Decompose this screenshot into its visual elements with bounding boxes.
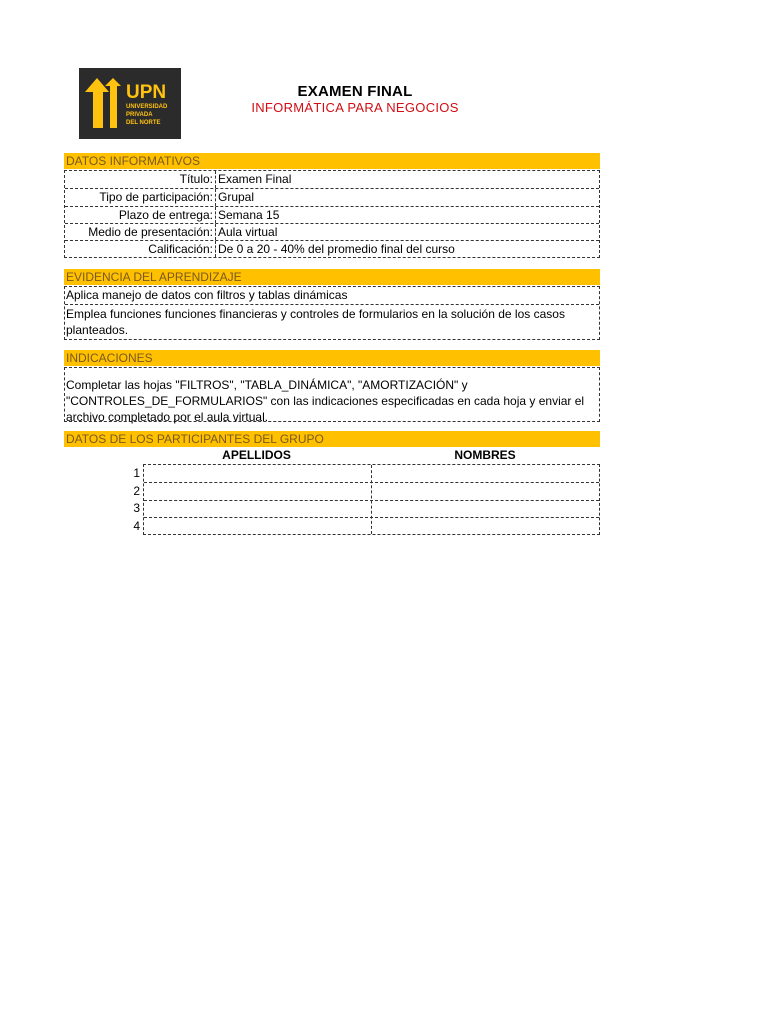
- datos-label: Título:: [65, 171, 216, 188]
- participant-number: 4: [133, 519, 140, 533]
- logo-text: UPN: [126, 82, 167, 103]
- datos-row: [65, 206, 599, 223]
- evidencia-item: Emplea funciones funciones financieras y controles de formularios en la solución de los casos planteados.: [66, 307, 565, 337]
- section-header-evidencia: EVIDENCIA DEL APRENDIZAJE: [64, 269, 600, 285]
- evidencia-row: [65, 304, 599, 340]
- evidencia-row: [65, 287, 599, 304]
- section-header-participantes: DATOS DE LOS PARTICIPANTES DEL GRUPO: [64, 431, 600, 447]
- logo-line-3: DEL NORTE: [126, 120, 161, 126]
- grid-divider: [371, 465, 372, 534]
- upn-logo-mark: [79, 68, 181, 139]
- participantes-grid: [143, 464, 600, 535]
- datos-value: Aula virtual: [218, 225, 278, 239]
- indicaciones-text: Completar las hojas "FILTROS", "TABLA_DINÁMICA", "AMORTIZACIÓN" y "CONTROLES_DE_FORMULARIOS" con las indicaciones especificadas en cada hoja y enviar el archivo completado por el aula virtual.: [66, 378, 585, 424]
- evidencia-table: [64, 286, 600, 340]
- datos-label: Tipo de participación:: [65, 189, 216, 206]
- col-header-nombres: NOMBRES: [454, 448, 516, 462]
- datos-table: [64, 170, 600, 258]
- datos-label: Plazo de entrega:: [65, 207, 216, 223]
- datos-value: Examen Final: [218, 172, 292, 186]
- upn-logo: [79, 68, 181, 139]
- datos-value: Grupal: [218, 190, 255, 204]
- section-header-datos: DATOS INFORMATIVOS: [64, 153, 600, 169]
- section-header-indicaciones: INDICACIONES: [64, 350, 600, 366]
- logo-line-2: PRIVADA: [126, 112, 153, 118]
- evidencia-item: Aplica manejo de datos con filtros y tablas dinámicas: [66, 288, 348, 302]
- datos-label: Medio de presentación:: [65, 224, 216, 240]
- datos-row: [65, 188, 599, 206]
- datos-value: De 0 a 20 - 40% del promedio final del curso: [218, 242, 455, 256]
- participant-number: 3: [133, 501, 140, 515]
- participant-number: 2: [133, 484, 140, 498]
- participant-number: 1: [133, 466, 140, 480]
- datos-value: Semana 15: [218, 208, 280, 222]
- col-header-apellidos: APELLIDOS: [222, 448, 291, 462]
- page-subtitle: INFORMÁTICA PARA NEGOCIOS: [251, 100, 459, 115]
- datos-row: [65, 240, 599, 257]
- logo-line-1: UNIVERSIDAD: [126, 104, 168, 110]
- indicaciones-box: [64, 367, 600, 422]
- datos-row: [65, 223, 599, 240]
- page-title: EXAMEN FINAL: [297, 83, 413, 100]
- datos-row: [65, 171, 599, 188]
- datos-label: Calificación:: [65, 241, 216, 257]
